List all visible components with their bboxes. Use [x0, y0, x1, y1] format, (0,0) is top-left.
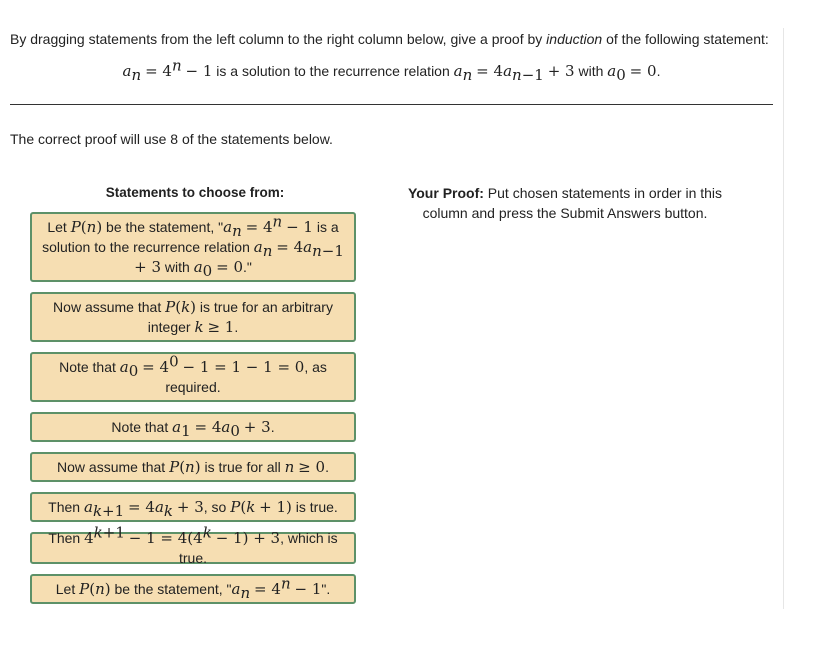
statement-card[interactable]: Let P(n) be the statement, "$a_n = 4^n - 1$". [30, 574, 356, 604]
problem-panel [0, 28, 784, 609]
statement-card[interactable]: Note that $a_1 = 4a_0 + 3$. [30, 412, 356, 442]
statement-count-note: The correct proof will use 8 of the statements below. [10, 131, 333, 147]
statement-card[interactable]: Let P(n) be the statement, "$a_n = 4^n - 1$ is a solution to the recurrence relation $a_n = 4a_{n-1} + 3$ with $a_0 = 0$." [30, 212, 356, 282]
statement-card[interactable]: Now assume that P(k) is true for an arbitrary integer k ≥ 1. [30, 292, 356, 342]
proof-dropzone[interactable] [400, 183, 730, 223]
instructions-text-end: of the following statement: [602, 31, 769, 47]
statement-card[interactable]: Note that $a_0 = 4^0 - 1 = 1 - 1 = 0$, as required. [30, 352, 356, 402]
proof-heading-bold: Your Proof: [407, 185, 484, 201]
proof-heading-text: Put chosen statements in order in this column and press the Submit Answers button. [422, 185, 723, 221]
statement-card[interactable]: Then $a_{k+1} = 4a_k + 3$, so P(k + 1) is true. [30, 492, 356, 522]
instructions [10, 30, 780, 48]
claim-statement: $a_n = 4^n - 1$ is a solution to the recurrence relation $a_n = 4a_{n-1} + 3$ with $a_0 = 0$. [122, 56, 661, 84]
divider [10, 104, 773, 105]
choices-heading: Statements to choose from: [105, 185, 285, 200]
instructions-emphasis: induction [546, 31, 603, 47]
statement-card[interactable]: Now assume that P(n) is true for all n ≥ 0. [30, 452, 356, 482]
statement-card[interactable]: Then $4^{k+1} - 1 = 4(4^k - 1) + 3$, which is true. [30, 532, 356, 564]
instructions-text: By dragging statements from the left column to the right column below, give a proof by [10, 31, 547, 47]
